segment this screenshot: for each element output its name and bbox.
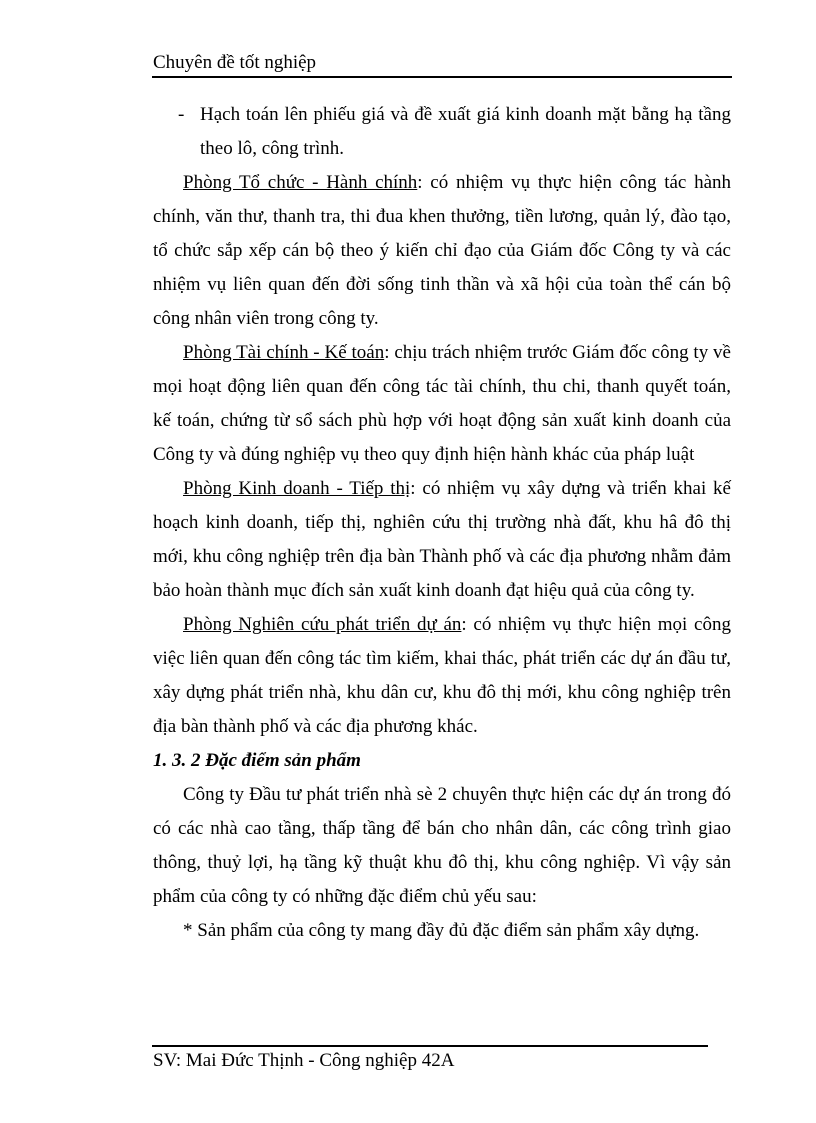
department-name: Phòng Kinh doanh - Tiếp thị	[183, 478, 411, 499]
department-name: Phòng Nghiên cứu phát triển dự án	[183, 614, 462, 635]
footer-text: SV: Mai Đức Thịnh - Công nghiệp 42A	[153, 1050, 455, 1071]
page-body	[153, 98, 731, 948]
department-paragraph	[153, 336, 731, 472]
department-name: Phòng Tài chính - Kế toán	[183, 342, 385, 363]
department-paragraph	[153, 166, 731, 336]
bullet-marker: -	[178, 104, 185, 125]
footer-divider	[152, 1045, 708, 1047]
department-description: : chịu trách nhiệm trước Giám đốc công ty về mọi hoạt động liên quan đến công tác tài chính, thu chi, thanh quyết toán, kế toán, chứng từ sổ sách phù hợp với hoạt động sản xuất kinh doanh của Công ty và đúng nghiệp vụ theo quy định hiện hành khác của pháp luật	[153, 342, 731, 465]
bullet-text: Hạch toán lên phiếu giá và đề xuất giá kinh doanh mặt bằng hạ tầng theo lô, công trình.	[200, 104, 731, 159]
department-paragraph	[153, 608, 731, 744]
department-description: : có nhiệm vụ xây dựng và triển khai kế hoạch kinh doanh, tiếp thị, nghiên cứu thị trường nhà đất, khu hâ đô thị mới, khu công nghiệp trên địa bàn Thành phố và các địa phương nhằm đảm bảo hoàn thành mục đích sản xuất kinh doanh đạt hiệu quả của công ty.	[153, 478, 731, 601]
section-paragraph: Công ty Đầu tư phát triển nhà sè 2 chuyên thực hiện các dự án trong đó có các nhà cao tầng, thấp tầng để bán cho nhân dân, các công trình giao thông, thuỷ lợi, hạ tầng kỹ thuật khu đô thị, khu công nghiệp. Vì vậy sản phẩm của công ty có những đặc điểm chủ yếu sau:	[153, 784, 731, 907]
department-paragraph	[153, 472, 731, 608]
section-note: * Sản phẩm của công ty mang đầy đủ đặc điểm sản phẩm xây dựng.	[183, 920, 700, 941]
department-name: Phòng Tổ chức - Hành chính	[183, 172, 418, 193]
department-description: : có nhiệm vụ thực hiện công tác hành chính, văn thư, thanh tra, thi đua khen thưởng, tiền lương, quản lý, đào tạo, tổ chức sắp xếp cán bộ theo ý kiến chỉ đạo của Giám đốc Công ty và các nhiệm vụ liên quan đến đời sống tinh thần và xã hội của toàn thể cán bộ công nhân viên trong công ty.	[153, 172, 732, 329]
bullet-item	[153, 98, 731, 166]
header-divider	[152, 76, 732, 78]
header-title: Chuyên đề tốt nghiệp	[153, 52, 317, 73]
section-heading: 1. 3. 2 Đặc điểm sản phẩm	[153, 750, 361, 771]
department-description: : có nhiệm vụ thực hiện mọi công việc liên quan đến công tác tìm kiếm, khai thác, phát triển các dự án đầu tư, xây dựng phát triển nhà, khu dân cư, khu đô thị mới, khu công nghiệp trên địa bàn thành phố và các địa phương khác.	[153, 614, 731, 737]
